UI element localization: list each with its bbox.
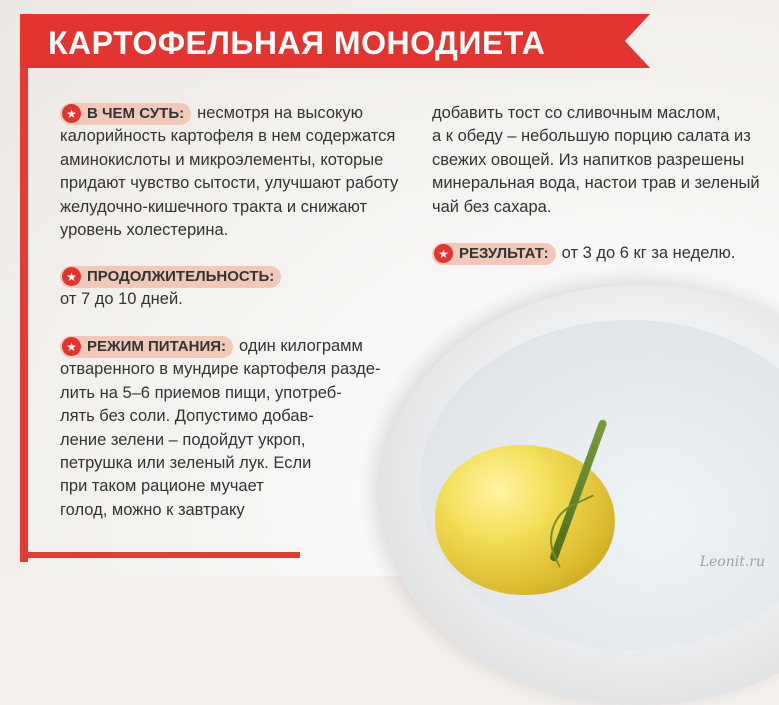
section-result xyxy=(432,242,772,265)
section-first-line: несмотря на высокую xyxy=(197,104,364,122)
text-line: минеральная вода, настои трав и зеленый xyxy=(432,174,760,193)
text-line: при таком рационе мучает xyxy=(60,477,264,496)
text-line: ление зелени – подойдут укроп, xyxy=(60,430,306,449)
text-line: свежих овощей. Из напитков разрешены xyxy=(432,150,745,169)
text-line: лить на 5–6 приемов пищи, употреб- xyxy=(60,383,342,402)
section-body xyxy=(60,288,420,311)
star-icon: ★ xyxy=(62,104,81,123)
text-line: голод, можно к завтраку xyxy=(60,500,245,519)
section-heading-badge xyxy=(60,266,281,288)
result-text: от 3 до 6 кг за неделю. xyxy=(561,244,736,262)
text-line: калорийность картофеля в нем содержатся xyxy=(60,127,396,146)
section-essence xyxy=(60,102,420,242)
section-first-line: один килограмм xyxy=(239,337,363,355)
text-line: уровень холестерина. xyxy=(60,221,229,240)
left-red-border xyxy=(20,62,28,562)
star-icon: ★ xyxy=(434,244,453,263)
section-heading: В ЧЕМ СУТЬ: xyxy=(87,104,185,122)
star-icon: ★ xyxy=(62,337,81,356)
text-line: а к обеду – небольшую порцию салата из xyxy=(432,127,751,146)
text-line: желудочно-кишечного тракта и снижают xyxy=(60,197,368,216)
section-heading-badge xyxy=(432,243,556,265)
text-line: петрушка или зеленый лук. Если xyxy=(60,454,312,473)
text-line: от 7 до 10 дней. xyxy=(60,290,183,309)
watermark: Leonit.ru xyxy=(699,554,765,570)
section-diet-regime xyxy=(60,335,420,522)
text-line: лять без соли. Допустимо добав- xyxy=(60,407,314,426)
star-icon: ★ xyxy=(62,267,81,286)
section-heading: РЕЖИМ ПИТАНИЯ: xyxy=(87,337,227,355)
section-body xyxy=(60,125,420,242)
text-line: отваренного в мундире картофеля разде- xyxy=(60,360,381,379)
text-line: придают чувство сытости, улучшают работу xyxy=(60,174,399,193)
section-heading: ПРОДОЛЖИТЕЛЬНОСТЬ: xyxy=(87,267,275,285)
section-heading: РЕЗУЛЬТАТ: xyxy=(459,244,549,262)
section-body xyxy=(60,358,420,522)
bottom-red-border xyxy=(20,552,300,558)
continuation-body xyxy=(432,102,772,219)
text-line: аминокислоты и микроэлементы, которые xyxy=(60,150,384,169)
page-title: КАРТОФЕЛЬНАЯ МОНОДИЕТА xyxy=(48,25,546,61)
text-line: добавить тост со сливочным маслом, xyxy=(432,104,721,122)
section-heading-badge xyxy=(60,336,233,358)
text-line: чай без сахара. xyxy=(432,197,552,216)
section-heading-badge xyxy=(60,103,191,125)
continuation-column xyxy=(432,102,772,219)
section-duration xyxy=(60,265,420,312)
